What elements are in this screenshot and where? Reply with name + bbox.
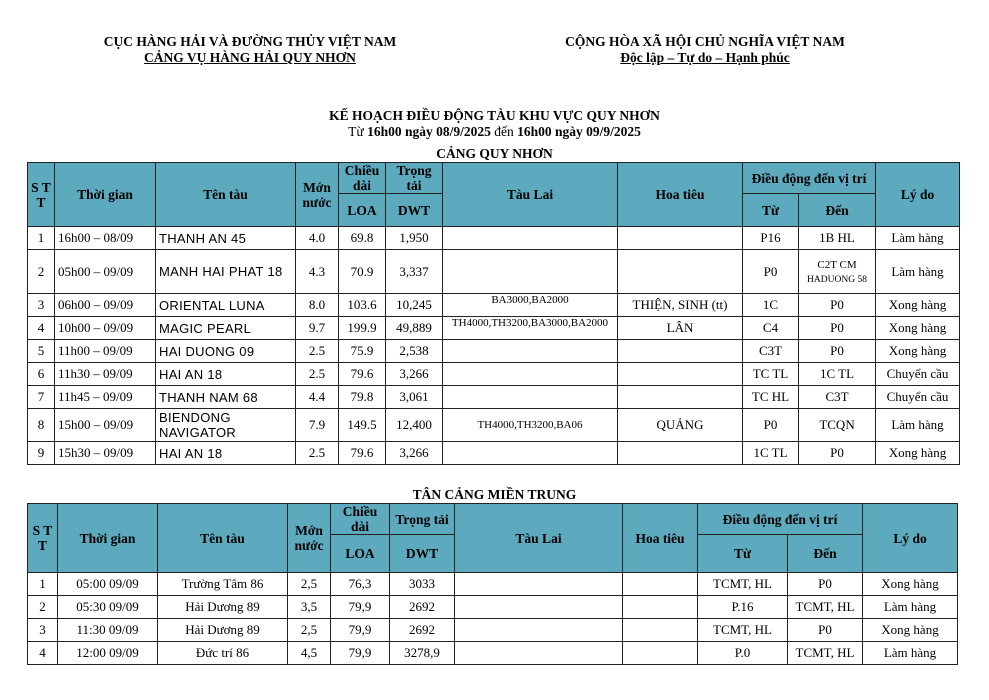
table-row	[28, 442, 960, 465]
row-loa: 149.5	[339, 409, 386, 442]
document-title-block	[0, 108, 989, 140]
row-pilot	[618, 227, 743, 250]
header-tonnage: Trọng tải	[386, 163, 443, 194]
row-draft: 4.0	[296, 227, 339, 250]
header-to: Đến	[799, 194, 876, 227]
row-stt: 8	[28, 409, 55, 442]
header-ship: Tên tàu	[156, 163, 296, 227]
row-loa: 79.6	[339, 442, 386, 465]
row-stt: 2	[28, 596, 58, 619]
header-draft: Mớn nước	[288, 504, 331, 573]
row-stt: 9	[28, 442, 55, 465]
row-ship: Hải Dương 89	[158, 596, 288, 619]
row-ship: MANH HAI PHAT 18	[156, 250, 296, 294]
row-from: P0	[743, 250, 799, 294]
row-to: TCMT, HL	[788, 596, 863, 619]
table-row	[28, 642, 958, 665]
section-title-quy-nhon: CẢNG QUY NHƠN	[436, 146, 553, 161]
row-time: 15h00 – 09/09	[55, 409, 156, 442]
row-pilot: THIỆN, SINH (tt)	[618, 294, 743, 317]
row-stt: 6	[28, 363, 55, 386]
row-dwt: 1,950	[386, 227, 443, 250]
row-dwt: 3,337	[386, 250, 443, 294]
document-title: KẾ HOẠCH ĐIỀU ĐỘNG TÀU KHU VỰC QUY NHƠN	[329, 108, 660, 123]
row-draft: 2,5	[288, 619, 331, 642]
row-reason: Làm hàng	[863, 642, 958, 665]
row-draft: 2.5	[296, 442, 339, 465]
row-from: P16	[743, 227, 799, 250]
agency-name: CỤC HÀNG HẢI VÀ ĐƯỜNG THỦY VIỆT NAM	[103, 34, 397, 49]
row-pilot: LÂN	[618, 317, 743, 340]
row-tug	[443, 227, 618, 250]
row-dwt: 49,889	[386, 317, 443, 340]
row-reason: Xong hàng	[876, 340, 960, 363]
row-from: 1C TL	[743, 442, 799, 465]
row-to: P0	[799, 317, 876, 340]
row-pilot	[623, 619, 698, 642]
row-loa: 79.6	[339, 363, 386, 386]
header-tug: Tàu Lai	[443, 163, 618, 227]
row-time: 15h30 – 09/09	[55, 442, 156, 465]
row-time: 11h00 – 09/09	[55, 340, 156, 363]
row-stt: 1	[28, 227, 55, 250]
row-tug	[455, 596, 623, 619]
table-row	[28, 573, 958, 596]
row-time: 11:30 09/09	[58, 619, 158, 642]
header-dwt: DWT	[390, 535, 455, 573]
row-to-sub: HADUONG 58	[807, 274, 867, 285]
row-dwt: 3,266	[386, 363, 443, 386]
table-row	[28, 386, 960, 409]
row-from: TC TL	[743, 363, 799, 386]
row-reason: Chuyển cầu	[876, 386, 960, 409]
row-stt: 2	[28, 250, 55, 294]
header-from: Từ	[743, 194, 799, 227]
header-loa: LOA	[331, 535, 390, 573]
row-reason: Xong hàng	[876, 442, 960, 465]
header-move: Điều động đến vị trí	[698, 504, 863, 535]
row-tug	[443, 386, 618, 409]
period-from: 16h00 ngày 08/9/2025	[367, 124, 491, 139]
row-time: 05:30 09/09	[58, 596, 158, 619]
tan-cang-mien-trung-schedule-table	[27, 503, 958, 665]
period-to-label: đến	[494, 124, 514, 139]
row-reason: Làm hàng	[876, 250, 960, 294]
period-from-label: Từ	[348, 124, 364, 139]
row-ship: ORIENTAL LUNA	[156, 294, 296, 317]
row-reason: Xong hàng	[863, 573, 958, 596]
row-from: P0	[743, 409, 799, 442]
row-to: P0	[788, 619, 863, 642]
row-tug	[455, 642, 623, 665]
row-stt: 1	[28, 573, 58, 596]
national-header	[520, 34, 890, 66]
row-to: C3T	[799, 386, 876, 409]
row-time: 05h00 – 09/09	[55, 250, 156, 294]
row-reason: Xong hàng	[876, 294, 960, 317]
row-draft: 2.5	[296, 340, 339, 363]
row-loa: 69.8	[339, 227, 386, 250]
row-loa: 79,9	[331, 619, 390, 642]
row-stt: 3	[28, 294, 55, 317]
row-time: 11h30 – 09/09	[55, 363, 156, 386]
table-row	[28, 619, 958, 642]
header-dwt: DWT	[386, 194, 443, 227]
row-pilot	[623, 596, 698, 619]
row-from: TCMT, HL	[698, 573, 788, 596]
row-loa: 199.9	[339, 317, 386, 340]
row-time: 05:00 09/09	[58, 573, 158, 596]
row-reason: Xong hàng	[876, 317, 960, 340]
agency-header	[70, 34, 430, 66]
row-ship: BIENDONG NAVIGATOR	[156, 409, 296, 442]
period-to: 16h00 ngày 09/9/2025	[517, 124, 641, 139]
row-tug	[443, 442, 618, 465]
row-ship: MAGIC PEARL	[156, 317, 296, 340]
row-loa: 103.6	[339, 294, 386, 317]
row-tug	[443, 363, 618, 386]
header-reason: Lý do	[863, 504, 958, 573]
row-dwt: 3033	[390, 573, 455, 596]
row-to	[799, 250, 876, 294]
row-draft: 4.4	[296, 386, 339, 409]
header-length: Chiều dài	[339, 163, 386, 194]
row-from: C4	[743, 317, 799, 340]
header-reason: Lý do	[876, 163, 960, 227]
row-reason: Làm hàng	[876, 409, 960, 442]
header-time: Thời gian	[58, 504, 158, 573]
header-stt: S T T	[28, 504, 58, 573]
row-tug	[443, 340, 618, 363]
header-tug: Tàu Lai	[455, 504, 623, 573]
row-ship: THANH AN 45	[156, 227, 296, 250]
row-from: P.0	[698, 642, 788, 665]
row-draft: 2.5	[296, 363, 339, 386]
row-reason: Chuyển cầu	[876, 363, 960, 386]
header-to: Đến	[788, 535, 863, 573]
header-pilot: Hoa tiêu	[618, 163, 743, 227]
row-tug: BA3000,BA2000	[443, 294, 618, 317]
row-time: 12:00 09/09	[58, 642, 158, 665]
row-loa: 70.9	[339, 250, 386, 294]
row-draft: 9.7	[296, 317, 339, 340]
row-to: TCQN	[799, 409, 876, 442]
header-tonnage: Trọng tải	[390, 504, 455, 535]
row-from: TC HL	[743, 386, 799, 409]
row-to-main: C2T CM	[817, 258, 857, 271]
row-dwt: 2692	[390, 596, 455, 619]
row-dwt: 2692	[390, 619, 455, 642]
row-pilot	[618, 363, 743, 386]
row-to: P0	[799, 442, 876, 465]
table-row	[28, 227, 960, 250]
port-authority-name: CẢNG VỤ HÀNG HẢI QUY NHƠN	[144, 50, 356, 65]
row-pilot	[618, 250, 743, 294]
table-row	[28, 317, 960, 340]
row-tug	[455, 573, 623, 596]
row-loa: 79,9	[331, 596, 390, 619]
table-row	[28, 596, 958, 619]
header-ship: Tên tàu	[158, 504, 288, 573]
row-dwt: 12,400	[386, 409, 443, 442]
row-reason: Xong hàng	[863, 619, 958, 642]
row-stt: 7	[28, 386, 55, 409]
row-ship: HAI AN 18	[156, 363, 296, 386]
row-stt: 4	[28, 317, 55, 340]
header-draft: Mớn nước	[296, 163, 339, 227]
table-row	[28, 340, 960, 363]
row-loa: 79,9	[331, 642, 390, 665]
row-ship: HAI DUONG 09	[156, 340, 296, 363]
row-ship: HAI AN 18	[156, 442, 296, 465]
row-draft: 4.3	[296, 250, 339, 294]
row-time: 10h00 – 09/09	[55, 317, 156, 340]
row-reason: Làm hàng	[876, 227, 960, 250]
row-to: 1C TL	[799, 363, 876, 386]
country-name: CỘNG HÒA XÃ HỘI CHỦ NGHĨA VIỆT NAM	[565, 34, 845, 49]
row-draft: 3,5	[288, 596, 331, 619]
row-tug: TH4000,TH3200,BA06	[443, 409, 618, 442]
row-pilot	[623, 642, 698, 665]
header-time: Thời gian	[55, 163, 156, 227]
header-loa: LOA	[339, 194, 386, 227]
row-loa: 76,3	[331, 573, 390, 596]
row-tug	[443, 250, 618, 294]
row-pilot	[618, 340, 743, 363]
quy-nhon-schedule-table	[27, 162, 960, 465]
row-ship: Hải Dương 89	[158, 619, 288, 642]
section-title-tan-cang-mien-trung: TÂN CẢNG MIỀN TRUNG	[412, 487, 577, 502]
table-row	[28, 409, 960, 442]
document-period	[0, 124, 989, 140]
header-pilot: Hoa tiêu	[623, 504, 698, 573]
table-row	[28, 294, 960, 317]
row-stt: 4	[28, 642, 58, 665]
row-to: P0	[799, 294, 876, 317]
row-ship: Đức trí 86	[158, 642, 288, 665]
row-pilot: QUẢNG	[618, 409, 743, 442]
row-stt: 3	[28, 619, 58, 642]
header-from: Từ	[698, 535, 788, 573]
row-to: P0	[799, 340, 876, 363]
row-pilot	[623, 573, 698, 596]
row-draft: 4,5	[288, 642, 331, 665]
row-dwt: 3,266	[386, 442, 443, 465]
row-tug: TH4000,TH3200,BA3000,BA2000	[443, 317, 618, 340]
row-time: 11h45 – 09/09	[55, 386, 156, 409]
row-draft: 7.9	[296, 409, 339, 442]
row-pilot	[618, 442, 743, 465]
row-ship: THANH NAM 68	[156, 386, 296, 409]
row-pilot	[618, 386, 743, 409]
row-dwt: 10,245	[386, 294, 443, 317]
table-row	[28, 363, 960, 386]
header-stt: S T T	[28, 163, 55, 227]
header-length: Chiều dài	[331, 504, 390, 535]
row-dwt: 3278,9	[390, 642, 455, 665]
header-move: Điều động đến vị trí	[743, 163, 876, 194]
row-dwt: 3,061	[386, 386, 443, 409]
national-motto: Độc lập – Tự do – Hạnh phúc	[620, 50, 790, 65]
row-tug	[455, 619, 623, 642]
row-draft: 8.0	[296, 294, 339, 317]
row-from: C3T	[743, 340, 799, 363]
table-row	[28, 250, 960, 294]
row-from: TCMT, HL	[698, 619, 788, 642]
row-from: P.16	[698, 596, 788, 619]
row-loa: 79.8	[339, 386, 386, 409]
row-loa: 75.9	[339, 340, 386, 363]
row-ship: Trường Tâm 86	[158, 573, 288, 596]
row-draft: 2,5	[288, 573, 331, 596]
row-time: 06h00 – 09/09	[55, 294, 156, 317]
row-to: P0	[788, 573, 863, 596]
row-time: 16h00 – 08/09	[55, 227, 156, 250]
row-stt: 5	[28, 340, 55, 363]
row-to: TCMT, HL	[788, 642, 863, 665]
row-reason: Làm hàng	[863, 596, 958, 619]
row-from: 1C	[743, 294, 799, 317]
row-to: 1B HL	[799, 227, 876, 250]
row-dwt: 2,538	[386, 340, 443, 363]
